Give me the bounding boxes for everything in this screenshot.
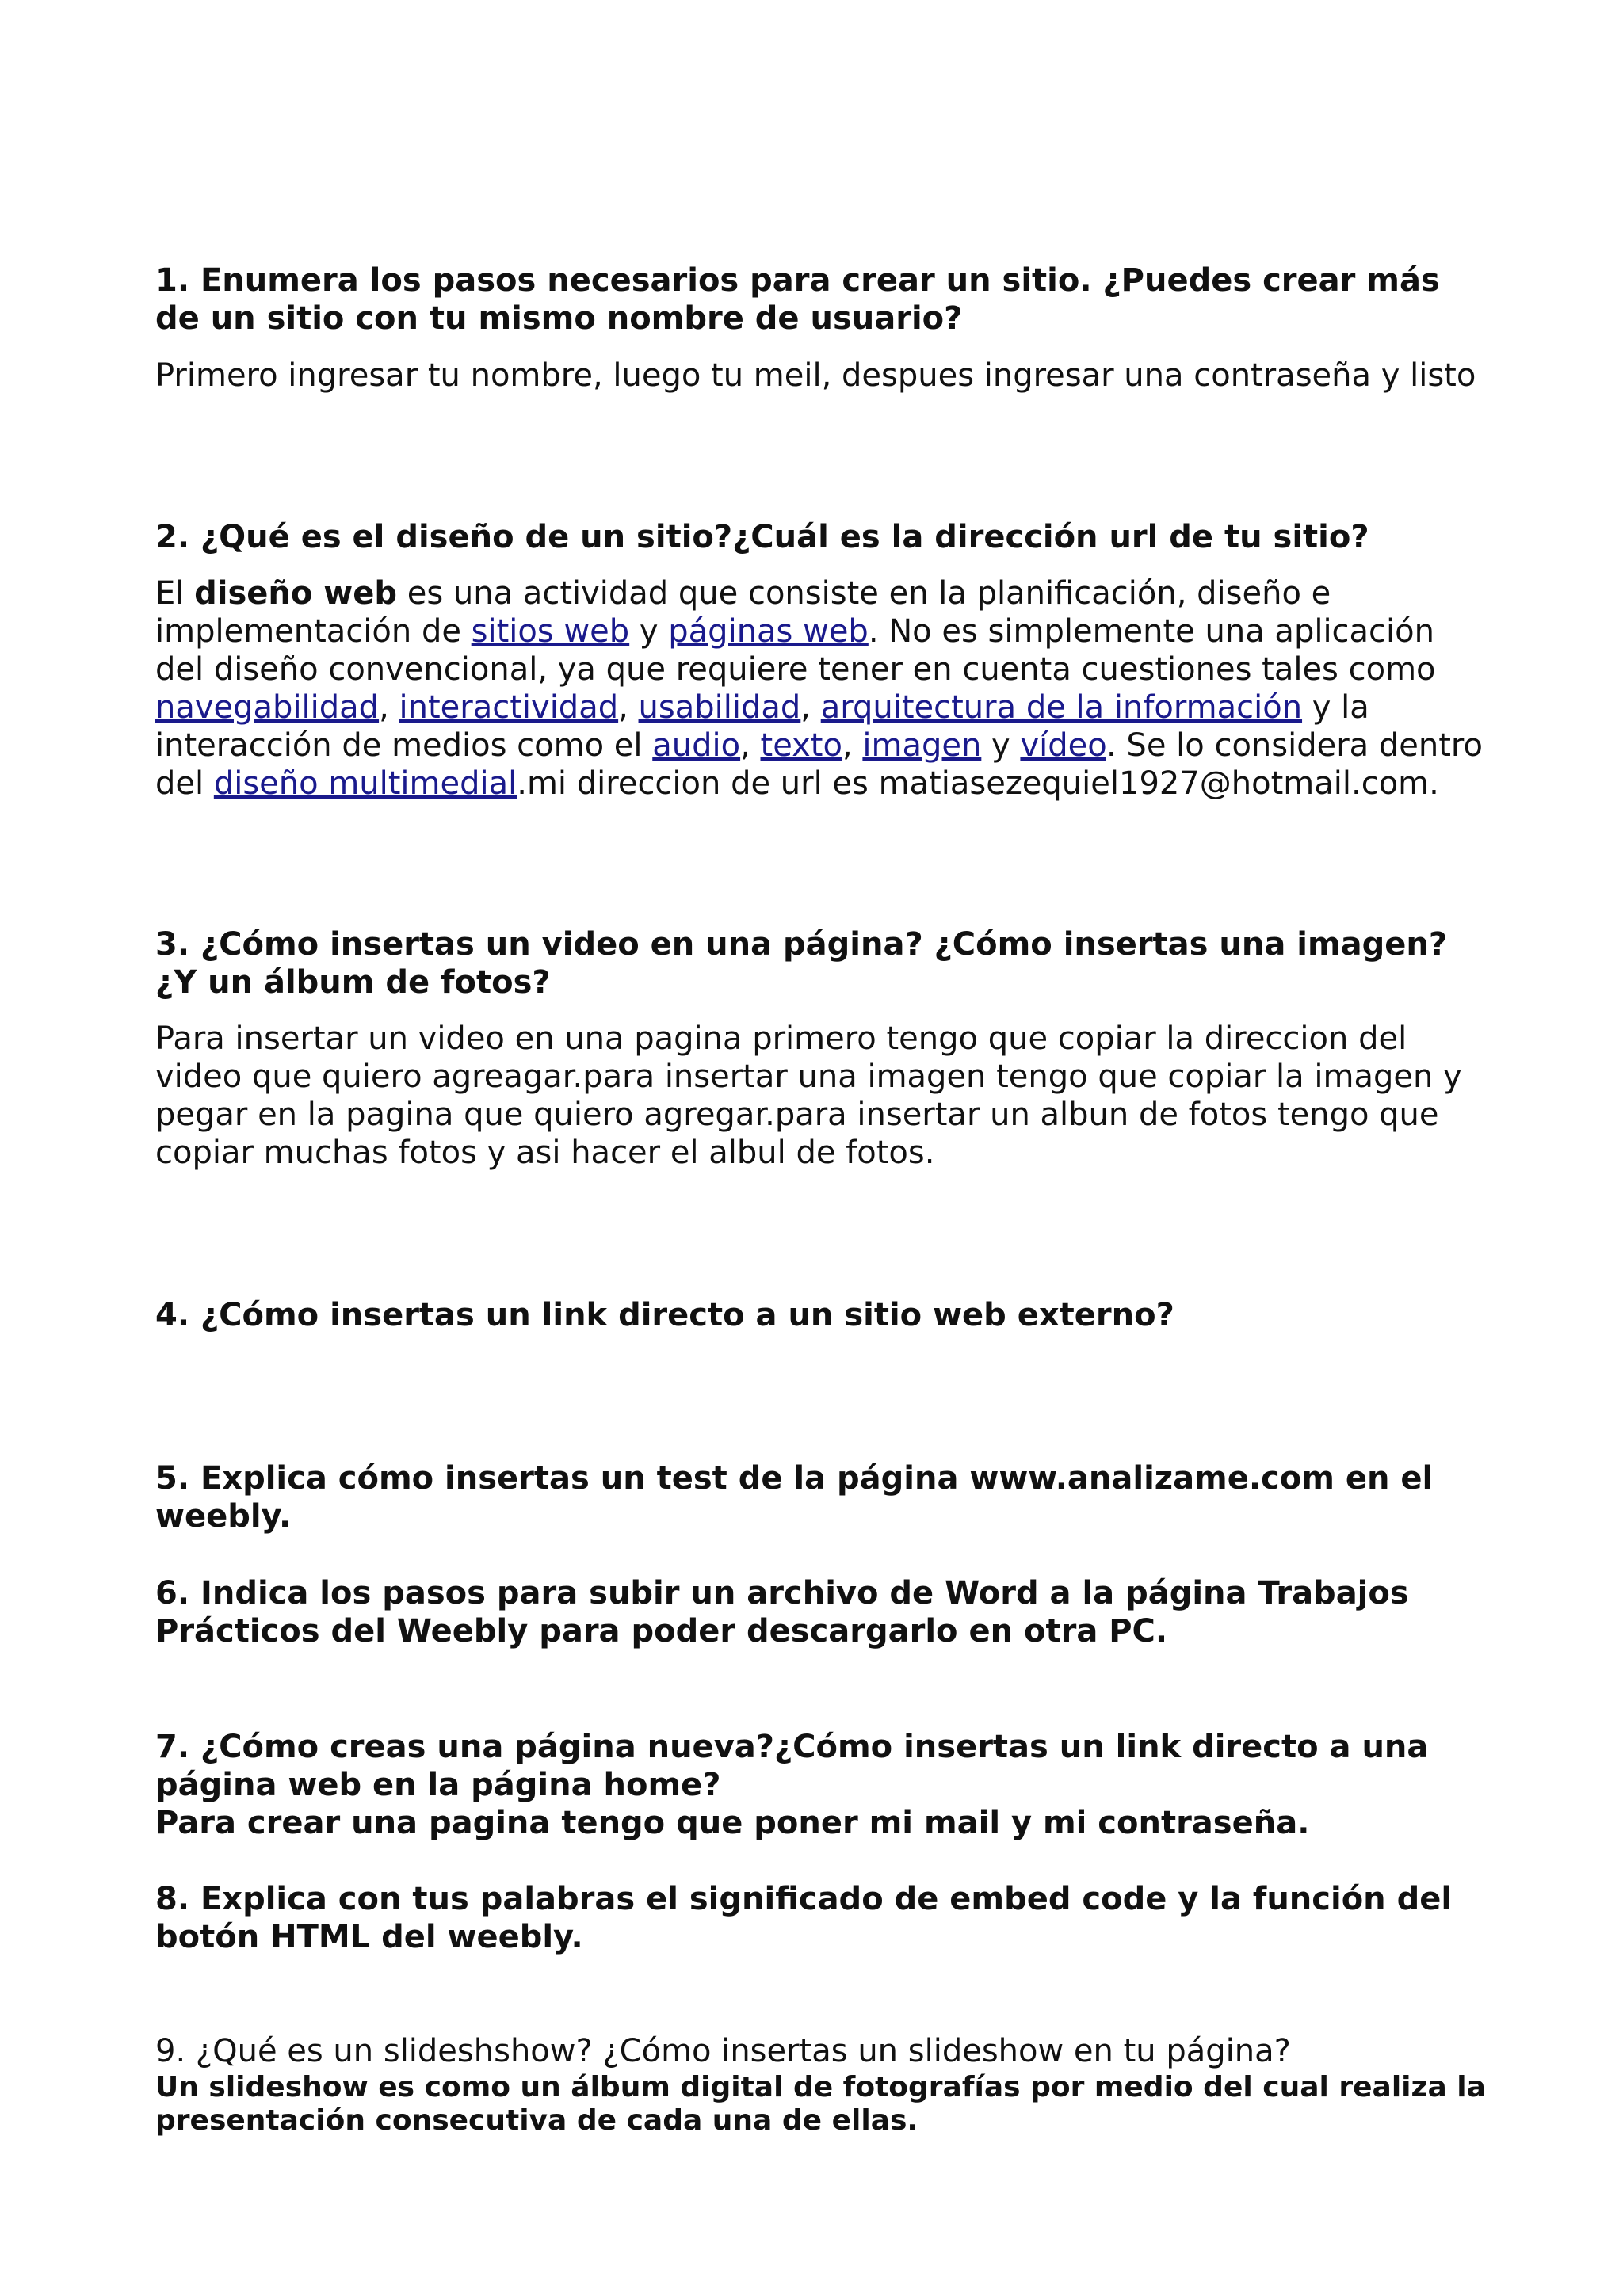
answer-2-text: y (981, 727, 1021, 764)
link-navegabilidad[interactable]: navegabilidad (155, 689, 380, 726)
answer-3: Para insertar un video en una pagina primero tengo que copiar la direccion del video que quiero agreagar.para insertar una imagen tengo que copiar la imagen y pegar en la pagina que quiero agregar.para insertar un albun de fotos tengo que copiar muchas fotos y asi hacer el albul de fotos. (155, 1020, 1462, 1171)
answer-1: Primero ingresar tu nombre, luego tu meil, despues ingresar una contraseña y listo (155, 357, 1476, 394)
answer-2-text: , (800, 689, 821, 726)
answer-2-text: y (629, 613, 669, 650)
question-5: 5. Explica cómo insertas un test de la página www.analizame.com en el weebly. (155, 1460, 1434, 1535)
question-2: 2. ¿Qué es el diseño de un sitio?¿Cuál es la dirección url de tu sitio? (155, 519, 1369, 555)
answer-9: Un slideshow es como un álbum digital de fotografías por medio del cual realiza la presentación consecutiva de cada una de ellas. (155, 2071, 1486, 2137)
answer-2-text: El (155, 575, 195, 612)
question-7: 7. ¿Cómo creas una página nueva?¿Cómo insertas un link directo a una página web en la página home? (155, 1729, 1429, 1803)
question-4: 4. ¿Cómo insertas un link directo a un sitio web externo? (155, 1297, 1174, 1333)
question-8: 8. Explica con tus palabras el significado de embed code y la función del botón HTML del weebly. (155, 1881, 1453, 1955)
question-6: 6. Indica los pasos para subir un archivo de Word a la página Trabajos Prácticos del Weebly para poder descargarlo en otra PC. (155, 1575, 1409, 1650)
answer-2-text: .mi direccion de url es matiasezequiel1927@hotmail.com. (517, 765, 1439, 802)
answer-7: Para crear una pagina tengo que poner mi mail y mi contraseña. (155, 1805, 1310, 1841)
answer-2-text: , (842, 727, 863, 764)
link-usabilidad[interactable]: usabilidad (638, 689, 801, 726)
link-sitios-web[interactable]: sitios web (471, 613, 630, 650)
answer-2-text: . Se lo considera dentro del (155, 727, 1483, 802)
answer-2-text: es una actividad que consiste en la planificación, diseño e implementación de (155, 575, 1331, 650)
link-texto[interactable]: texto (760, 727, 842, 764)
link-diseno-multimedial[interactable]: diseño multimedial (213, 765, 517, 802)
answer-2-bold-term: diseño web (194, 575, 397, 612)
answer-2-text: y la interacción de medios como el (155, 689, 1369, 764)
link-video[interactable]: vídeo (1020, 727, 1106, 764)
answer-2-text: , (740, 727, 761, 764)
answer-2-text: . No es simplemente una aplicación del diseño convencional, ya que requiere tener en cuenta cuestiones tales como (155, 613, 1436, 688)
link-interactividad[interactable]: interactividad (399, 689, 619, 726)
answer-2-text: , (618, 689, 639, 726)
answer-2-text: , (379, 689, 399, 726)
question-9: 9. ¿Qué es un slideshshow? ¿Cómo insertas un slideshow en tu página? (155, 2033, 1291, 2069)
link-paginas-web[interactable]: páginas web (668, 613, 869, 650)
link-imagen[interactable]: imagen (862, 727, 982, 764)
question-3: 3. ¿Cómo insertas un video en una página? ¿Cómo insertas una imagen? ¿Y un álbum de fotos? (155, 926, 1448, 1001)
question-1: 1. Enumera los pasos necesarios para crear un sitio. ¿Puedes crear más de un sitio con tu mismo nombre de usuario? (155, 262, 1440, 337)
link-arquitectura-informacion[interactable]: arquitectura de la información (820, 689, 1303, 726)
answer-2 (155, 574, 1487, 803)
link-audio[interactable]: audio (652, 727, 741, 764)
